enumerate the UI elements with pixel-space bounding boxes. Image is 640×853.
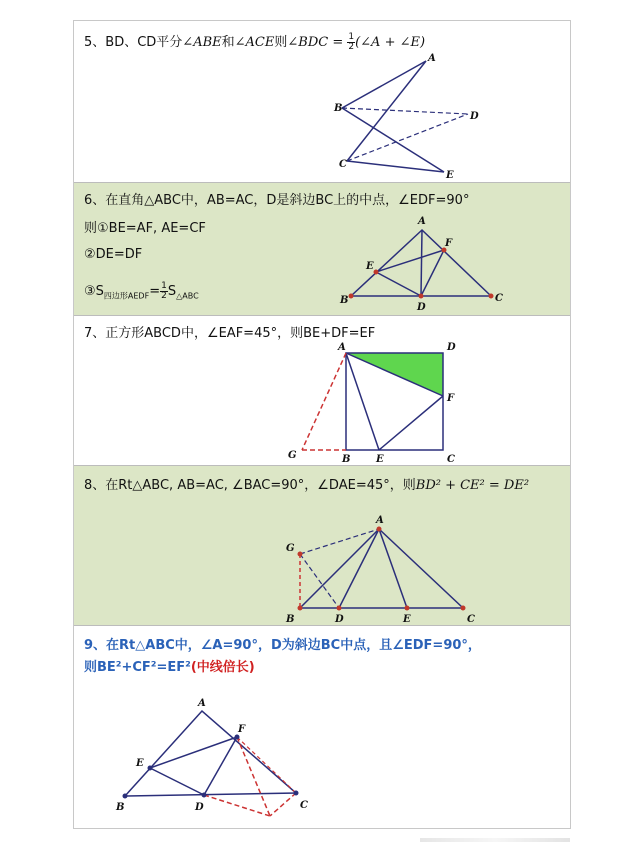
point-A [377,527,382,532]
label-E: E [446,170,454,181]
segment-AE [379,529,407,608]
point-B [123,794,128,799]
point-D [202,793,207,798]
triangle-ABC [300,529,463,608]
segment-FG-dashed [237,737,270,816]
item-7-section [74,316,570,466]
segment-BD-dashed [342,108,468,114]
label-B: B [286,614,295,625]
label-E: E [136,758,144,769]
item-7-figure [74,316,570,466]
label-D: D [335,614,344,625]
label-A: A [418,216,426,227]
segment-AD [421,230,422,296]
segment-EF [379,396,443,450]
point-B [298,606,303,611]
label-C: C [447,454,455,465]
segment-GD-dashed [300,554,339,608]
point-B [349,294,354,299]
label-E: E [366,261,374,272]
segment-CG-dashed [270,793,296,816]
point-F [235,735,240,740]
item-8-line-1: 8、在Rt△ABC, AB=AC, ∠BAC=90°，∠DAE=45°，则BD² + CE² = DE² [84,478,530,493]
item-7-line-1: 7、正方形ABCD中，∠EAF=45°，则BE+DF=EF [84,326,376,341]
label-C: C [339,159,347,170]
label-E: E [376,454,384,465]
item-9-line-2: 则BE²+CF²=EF²(中线倍长) [84,660,255,675]
segment-ED [150,768,204,795]
label-C: C [495,293,503,304]
item-8-figure [74,466,570,626]
label-F: F [238,724,246,735]
label-F: F [447,393,455,404]
label-E: E [403,614,411,625]
label-B: B [334,103,343,114]
label-B: B [340,295,349,306]
point-E [148,766,153,771]
point-D [419,294,424,299]
label-A: A [376,515,384,526]
label-D: D [447,342,456,353]
point-E [374,270,379,275]
segment-AD [339,529,379,608]
label-B: B [116,802,125,813]
fraction-half: $\frac{1}{2}$ [348,32,355,52]
item-6-figure [74,183,570,316]
point-G [298,552,303,557]
point-C [461,606,466,611]
label-C: C [300,800,308,811]
item-6-line-3: ②DE=DF [84,247,143,262]
fraction-half: $\frac{1}{2}$ [161,281,167,301]
item-9-note: (中线倍长) [190,660,255,675]
segment-DG-dashed [204,795,270,816]
point-D [337,606,342,611]
item-9-section [74,626,570,828]
point-E [405,606,410,611]
label-D: D [195,802,204,813]
label-G: G [286,543,295,554]
item-5-statement: 5、BD、CD平分∠ABE和∠ACE则∠BDC = $\frac{1}{2}$ (∠A + ∠E) [84,32,426,52]
segment-FD [204,737,237,795]
item-6-section [74,183,570,316]
point-C [489,294,494,299]
item-6-line-1: 6、在直角△ABC中，AB=AC，D是斜边BC上的中点，∠EDF=90° [84,193,470,208]
segment-EF [150,737,237,768]
item-6-line-4: $③S_{四边形AEDF}=$ $\frac{1}{2}$ $S_{\triangle ABC}$ [84,281,199,301]
segment-BA [342,61,426,108]
item-5-figure [74,21,570,183]
label-B: B [342,454,351,465]
segment-AG-dashed [302,353,346,450]
label-F: F [445,238,453,249]
item-8-section [74,466,570,626]
segment-EF [376,250,444,272]
item-9-line-1: 9、在Rt△ABC中，∠A=90°，D为斜边BC中点，且∠EDF=90°， [84,638,481,653]
label-D: D [470,111,479,122]
label-A: A [428,53,436,64]
worksheet [73,20,571,829]
item-5-section [74,21,570,183]
segment-ED [376,272,421,296]
label-A: A [198,698,206,709]
label-G: G [288,450,297,461]
label-A: A [338,342,346,353]
footer-smudge [420,838,570,842]
item-9-figure [74,626,570,828]
point-C [294,791,299,796]
label-C: C [467,614,475,625]
segment-AE [346,353,379,450]
label-D: D [417,302,426,313]
item-6-line-2: 则①BE=AF, AE=CF [84,221,206,236]
